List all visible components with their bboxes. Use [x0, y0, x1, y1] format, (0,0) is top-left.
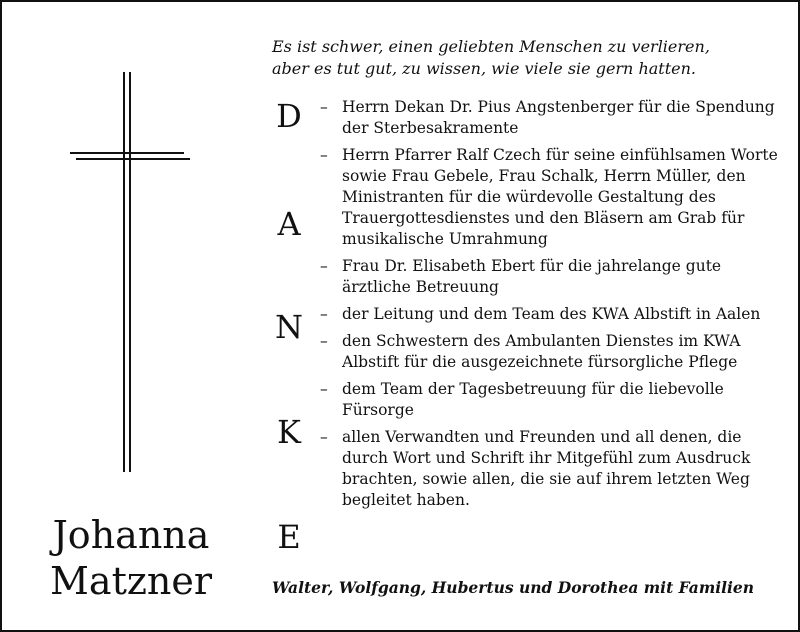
list-item [320, 97, 790, 139]
danke-letter-e: E [277, 518, 301, 556]
dash-bullet: – [320, 332, 328, 350]
motto [272, 36, 710, 80]
last-name: Matzner [50, 559, 212, 603]
thanks-list [320, 97, 790, 517]
item-text: allen Verwandten und Freunden und all denen, die durch Wort und Schrift ihr Mitgefühl zum Ausdruck brachten, sowie allen, die sie auf ihrem letzten Weg begleitet haben. [342, 428, 751, 509]
deceased-name [2, 512, 260, 604]
danke-letter-k: K [277, 413, 301, 451]
dash-bullet: – [320, 257, 328, 275]
item-text: Herrn Dekan Dr. Pius Angstenberger für die Spendung der Sterbesakramente [342, 98, 775, 137]
dash-bullet: – [320, 428, 328, 446]
list-item [320, 145, 790, 250]
dash-bullet: – [320, 305, 328, 323]
danke-letter-d: D [276, 97, 302, 135]
item-text: Herrn Pfarrer Ralf Czech für seine einfühlsamen Worte sowie Frau Gebele, Frau Schalk, Herrn Müller, den Ministranten für die würdevolle Gestaltung des Trauergottesdienstes und den Bläsern am Grab für musikalische Umrahmung [342, 146, 778, 248]
first-name: Johanna [52, 513, 210, 557]
list-item [320, 331, 790, 373]
dash-bullet: – [320, 146, 328, 164]
item-text: dem Team der Tagesbetreuung für die liebevolle Fürsorge [342, 380, 724, 419]
cross-icon [62, 67, 202, 487]
list-item [320, 304, 790, 325]
danke-letter-n: N [275, 308, 303, 346]
motto-line-2: aber es tut gut, zu wissen, wie viele sie gern hatten. [272, 59, 697, 78]
motto-line-1: Es ist schwer, einen geliebten Menschen zu verlieren, [272, 37, 710, 56]
item-text: Frau Dr. Elisabeth Ebert für die jahrelange gute ärztliche Betreuung [342, 257, 722, 296]
signoff: Walter, Wolfgang, Hubertus und Dorothea mit Familien [272, 578, 755, 597]
danke-letter-a: A [277, 205, 301, 243]
list-item [320, 256, 790, 298]
item-text: der Leitung und dem Team des KWA Albstift in Aalen [342, 305, 761, 323]
dash-bullet: – [320, 380, 328, 398]
dash-bullet: – [320, 98, 328, 116]
list-item [320, 427, 790, 511]
item-text: den Schwestern des Ambulanten Dienstes im KWA Albstift für die ausgezeichnete fürsorgliche Pflege [342, 332, 741, 371]
list-item [320, 379, 790, 421]
